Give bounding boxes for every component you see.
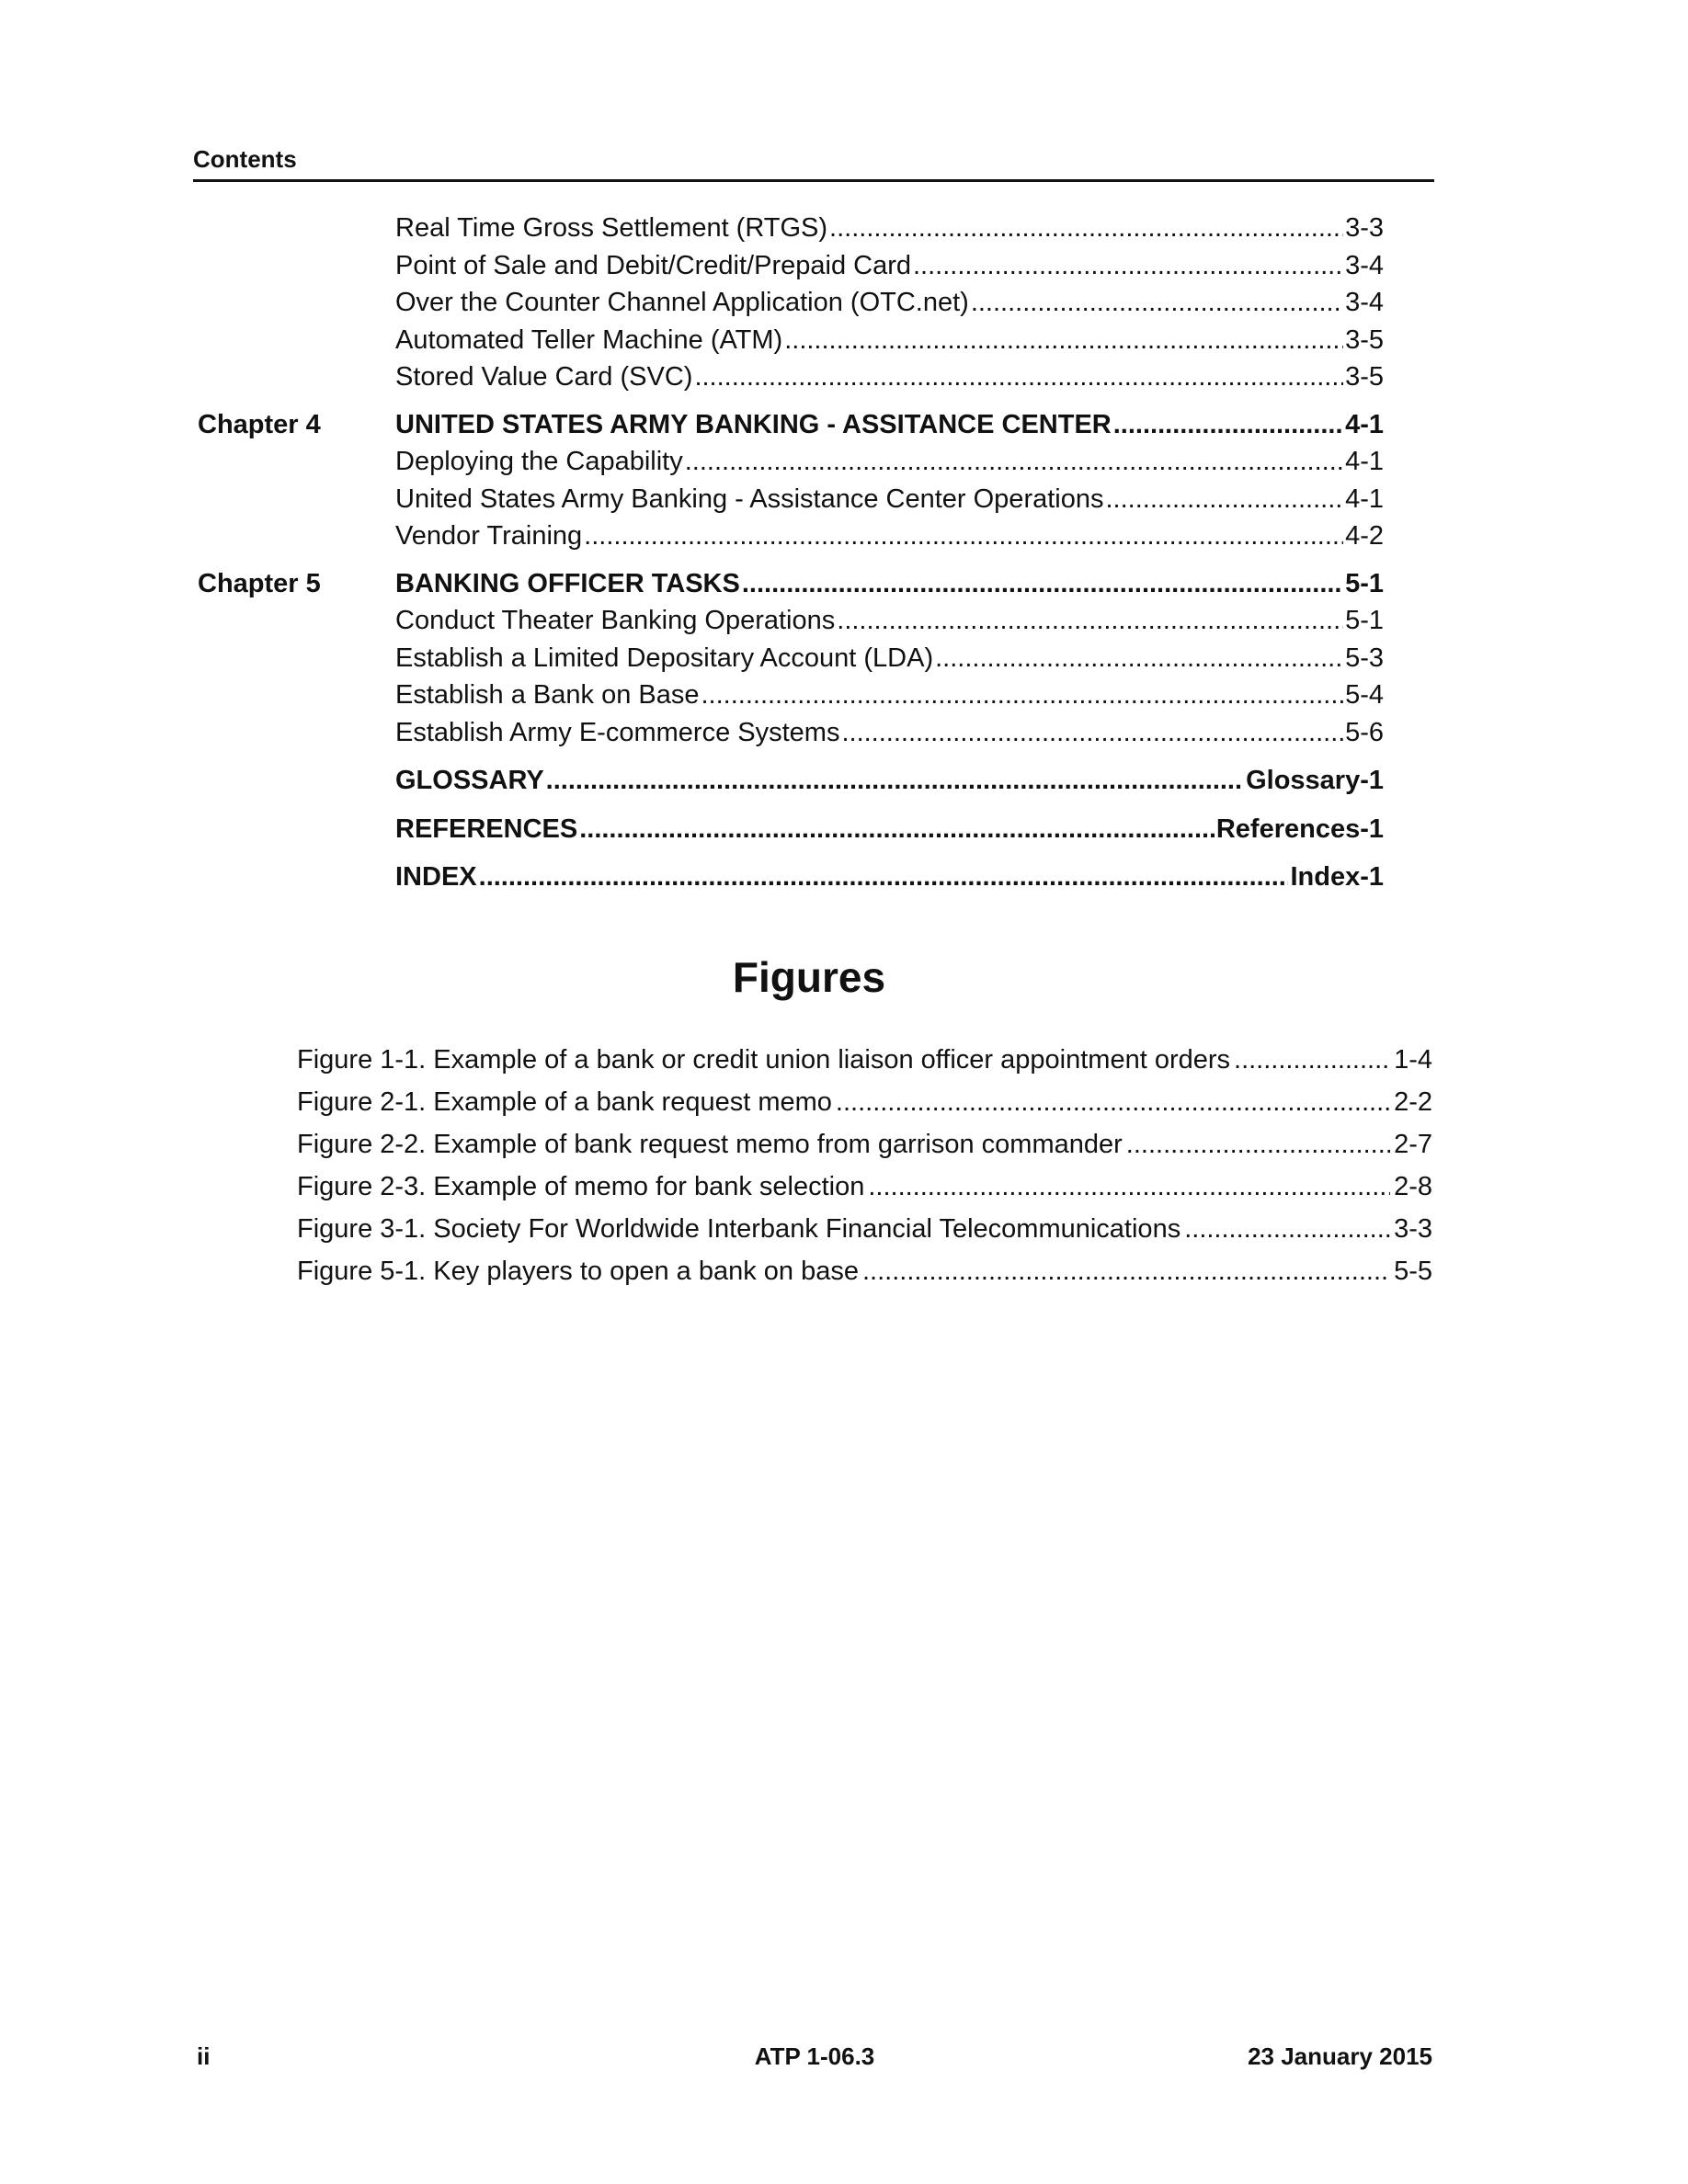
dot-leader	[701, 677, 1343, 714]
dot-leader	[584, 518, 1343, 555]
figure-entry-page: 2-8	[1394, 1172, 1432, 1201]
figure-entry-title: Figure 2-3. Example of memo for bank selection	[297, 1172, 865, 1201]
dot-leader	[742, 565, 1343, 603]
toc-entry-page: 4-1	[1345, 483, 1384, 514]
toc-entry-bank-on-base[interactable]	[198, 677, 1384, 714]
figure-entry-page: 2-2	[1394, 1087, 1432, 1117]
dot-leader	[546, 762, 1244, 800]
figure-entry-title: Figure 1-1. Example of a bank or credit union liaison officer appointment orders	[297, 1045, 1231, 1075]
page-header	[193, 145, 1434, 182]
toc-index[interactable]	[198, 859, 1384, 896]
dot-leader	[841, 714, 1343, 752]
toc-entry-title: Establish a Bank on Base	[395, 680, 700, 710]
table-of-contents	[198, 210, 1384, 896]
dot-leader	[1113, 406, 1343, 444]
figure-entry-title: Figure 5-1. Key players to open a bank on base	[297, 1257, 859, 1286]
toc-entry-title: Point of Sale and Debit/Credit/Prepaid Card	[395, 250, 911, 280]
dot-leader	[862, 1250, 1390, 1292]
toc-entry-page: 3-5	[1345, 324, 1384, 355]
dot-leader	[784, 322, 1343, 359]
footer-page-number: ii	[197, 2042, 211, 2070]
dot-leader	[694, 358, 1343, 396]
toc-entry-rtgs[interactable]	[198, 210, 1384, 247]
toc-entry-otc-net[interactable]	[198, 284, 1384, 322]
toc-entry-title: United States Army Banking - Assistance Center Operations	[395, 483, 1104, 514]
toc-entry-title: GLOSSARY	[395, 766, 544, 795]
dot-leader	[868, 1166, 1390, 1208]
toc-entry-title: UNITED STATES ARMY BANKING - ASSITANCE CENTER	[395, 409, 1112, 439]
toc-entry-lda[interactable]	[198, 640, 1384, 677]
dot-leader	[837, 602, 1343, 640]
figure-entry-2-2[interactable]	[297, 1123, 1432, 1166]
dot-leader	[935, 640, 1343, 677]
figure-entry-title: Figure 2-2. Example of bank request memo from garrison commander	[297, 1130, 1123, 1159]
toc-chapter-label: Chapter 5	[198, 568, 321, 598]
toc-entry-vendor-training[interactable]	[198, 518, 1384, 555]
toc-entry-title: Stored Value Card (SVC)	[395, 362, 693, 392]
dot-leader	[1234, 1039, 1390, 1081]
figure-entry-3-1[interactable]	[297, 1208, 1432, 1250]
toc-entry-title: BANKING OFFICER TASKS	[395, 568, 740, 598]
toc-entry-page: 4-1	[1345, 409, 1384, 439]
figure-entry-page: 5-5	[1394, 1257, 1432, 1286]
toc-entry-page: 5-4	[1345, 680, 1384, 710]
toc-entry-title: Vendor Training	[395, 521, 583, 551]
toc-entry-page: Index-1	[1290, 862, 1384, 892]
toc-entry-title: INDEX	[395, 862, 477, 892]
dot-leader	[479, 859, 1289, 896]
toc-entry-title: REFERENCES	[395, 813, 578, 844]
toc-entry-page: 5-1	[1345, 606, 1384, 635]
dot-leader	[1126, 1123, 1390, 1166]
toc-entry-page: 3-4	[1345, 288, 1384, 317]
toc-entry-page: 5-3	[1345, 643, 1384, 673]
figures-heading: Figures	[732, 953, 886, 1001]
toc-entry-page: 3-4	[1345, 250, 1384, 280]
dot-leader	[685, 443, 1343, 481]
figure-entry-page: 2-7	[1394, 1130, 1432, 1159]
toc-entry-point-of-sale[interactable]	[198, 247, 1384, 285]
toc-entry-page: 4-1	[1345, 447, 1384, 476]
toc-entry-page: 5-1	[1345, 568, 1384, 598]
figure-entry-2-3[interactable]	[297, 1166, 1432, 1208]
toc-chapter-4[interactable]	[198, 406, 1384, 444]
toc-entry-page: Glossary-1	[1246, 766, 1384, 795]
figure-entry-1-1[interactable]	[297, 1039, 1432, 1081]
header-title: Contents	[193, 145, 297, 173]
figure-entry-page: 1-4	[1394, 1045, 1432, 1075]
figure-entry-title: Figure 2-1. Example of a bank request memo	[297, 1087, 832, 1117]
figure-entry-5-1[interactable]	[297, 1250, 1432, 1292]
dot-leader	[1184, 1208, 1390, 1250]
figure-entry-2-1[interactable]	[297, 1081, 1432, 1123]
toc-entry-title: Establish a Limited Depositary Account (LDA)	[395, 643, 934, 673]
dot-leader	[913, 247, 1343, 285]
figure-entry-title: Figure 3-1. Society For Worldwide Interbank Financial Telecommunications	[297, 1214, 1181, 1244]
toc-chapter-label: Chapter 4	[198, 409, 321, 439]
toc-entry-title: Automated Teller Machine (ATM)	[395, 324, 783, 355]
dot-leader	[836, 1081, 1390, 1123]
toc-chapter-5[interactable]	[198, 565, 1384, 603]
list-of-figures	[297, 1039, 1432, 1292]
toc-entry-svc[interactable]	[198, 358, 1384, 396]
dot-leader	[829, 210, 1343, 247]
toc-entry-title: Over the Counter Channel Application (OTC.net)	[395, 288, 969, 317]
toc-entry-theater-banking[interactable]	[198, 602, 1384, 640]
toc-entry-e-commerce[interactable]	[198, 714, 1384, 752]
footer-date: 23 January 2015	[1248, 2042, 1432, 2070]
footer-publication: ATP 1-06.3	[754, 2042, 875, 2070]
toc-entry-page: 3-5	[1345, 362, 1384, 392]
toc-entry-title: Conduct Theater Banking Operations	[395, 606, 836, 635]
toc-entry-page: 4-2	[1345, 521, 1384, 551]
toc-entry-usab-ac-operations[interactable]	[198, 481, 1384, 518]
figure-entry-page: 3-3	[1394, 1214, 1432, 1244]
toc-entry-deploying[interactable]	[198, 443, 1384, 481]
toc-references[interactable]	[198, 811, 1384, 848]
toc-entry-title: Real Time Gross Settlement (RTGS)	[395, 213, 828, 243]
toc-entry-page: 3-3	[1345, 213, 1384, 243]
toc-entry-page: References-1	[1215, 813, 1384, 844]
toc-glossary[interactable]	[198, 762, 1384, 800]
toc-entry-page: 5-6	[1345, 717, 1384, 747]
toc-entry-title: Establish Army E-commerce Systems	[395, 717, 840, 747]
toc-entry-atm[interactable]	[198, 322, 1384, 359]
dot-leader	[971, 284, 1343, 322]
dot-leader	[1105, 481, 1343, 518]
dot-leader	[579, 811, 1215, 848]
toc-entry-title: Deploying the Capability	[395, 447, 683, 476]
